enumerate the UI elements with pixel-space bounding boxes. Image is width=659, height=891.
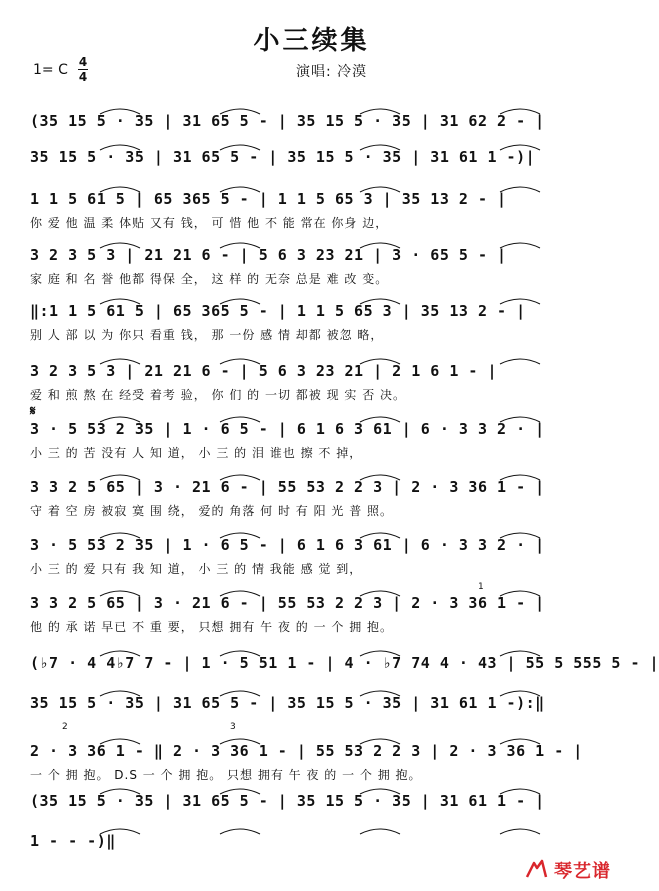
lyric-line: 他 的 承 诺 早已 不 重 要， 只想 拥有 午 夜 的 一 个 拥 抱。 [30,620,394,634]
key-signature: 1= C [33,62,68,78]
lyric-line: 小 三 的 爱 只有 我 知 道， 小 三 的 情 我能 感 觉 到， [30,562,363,576]
volta-2-label: 2 [62,722,68,732]
lyric-line: 爱 和 煎 熬 在 经受 着考 验， 你 们 的 一切 都被 现 实 否 决。 [30,388,407,402]
volta-1-label: 1 [478,582,484,592]
lyric-line: 守 着 空 房 被寂 寞 围 绕， 爱的 角落 何 时 有 阳 光 普 照。 [30,504,394,518]
notation-line: 3 3 2 5 65 | 3 · 21 6 - | 55 53 2 2 3 | 2 · 3 36 1 - | [30,594,545,612]
notation-line: ‖:1 1 5 61 5 | 65 365 5 - | 1 1 5 65 3 | 35 13 2 - | [30,302,526,320]
notation-line: 3 2 3 5 3 | 21 21 6 - | 5 6 3 23 21 | 3 · 65 5 - | [30,246,507,264]
lyric-line: 小 三 的 苦 没有 人 知 道， 小 三 的 泪 谁也 擦 不 掉， [30,446,363,460]
time-signature-bottom: 4 [78,70,88,84]
notation-line: (35 15 5 · 35 | 31 65 5 - | 35 15 5 · 35 | 31 62 2 - | [30,112,545,130]
notation-line: 1 - - -)‖ [30,832,116,850]
watermark-logo [524,857,611,883]
notation-line: 3 3 2 5 65 | 3 · 21 6 - | 55 53 2 2 3 | 2 · 3 36 1 - | [30,478,545,496]
lyric-line: 家 庭 和 名 誉 他都 得保 全， 这 样 的 无奈 总是 难 改 变。 [30,272,389,286]
singer-credit: 演唱: 冷漠 [296,64,368,80]
notation-line: 2 · 3 36 1 - ‖ 2 · 3 36 1 - | 55 53 2 2 3 | 2 · 3 36 1 - | [30,742,583,760]
notation-line: (35 15 5 · 35 | 31 65 5 - | 35 15 5 · 35 | 31 61 1 - | [30,792,545,810]
notation-line: (♭7 · 4 4♭7 7 - | 1 · 5 51 1 - | 4 · ♭7 74 4 · 43 | 55 5 555 5 - | [30,654,659,672]
music-logo-icon [524,859,550,881]
time-signature-top: 4 [78,55,88,69]
notation-line: 35 15 5 · 35 | 31 65 5 - | 35 15 5 · 35 | 31 61 1 -):‖ [30,694,545,712]
time-signature [78,56,88,83]
song-title: 小三续集 [253,26,370,56]
watermark-brand: 琴艺谱 [554,861,611,882]
notation-line: 1 1 5 61 5 | 65 365 5 - | 1 1 5 65 3 | 35 13 2 - | [30,190,507,208]
notation-line: 35 15 5 · 35 | 31 65 5 - | 35 15 5 · 35 | 31 61 1 -)| [30,148,536,166]
lyric-line: 别 人 部 以 为 你只 看重 钱， 那 一份 感 情 却都 被忽 略， [30,328,384,342]
notation-line: 3 · 5 53 2 35 | 1 · 6 5 - | 6 1 6 3 61 | 6 · 3 3 2 · | [30,536,545,554]
lyric-line: 一 个 拥 抱。 D.S 一 个 拥 抱。 只想 拥有 午 夜 的 一 个 拥 抱。 [30,768,422,782]
notation-line: 3 2 3 5 3 | 21 21 6 - | 5 6 3 23 21 | 2 1 6 1 - | [30,362,498,380]
segno-sign: 𝄋 [30,404,36,419]
notation-line: 3 · 5 53 2 35 | 1 · 6 5 - | 6 1 6 3 61 | 6 · 3 3 2 · | [30,420,545,438]
lyric-line: 你 爱 他 温 柔 体贴 又有 钱， 可 惜 他 不 能 常在 你身 边， [30,216,389,230]
volta-3-label: 3 [230,722,236,732]
